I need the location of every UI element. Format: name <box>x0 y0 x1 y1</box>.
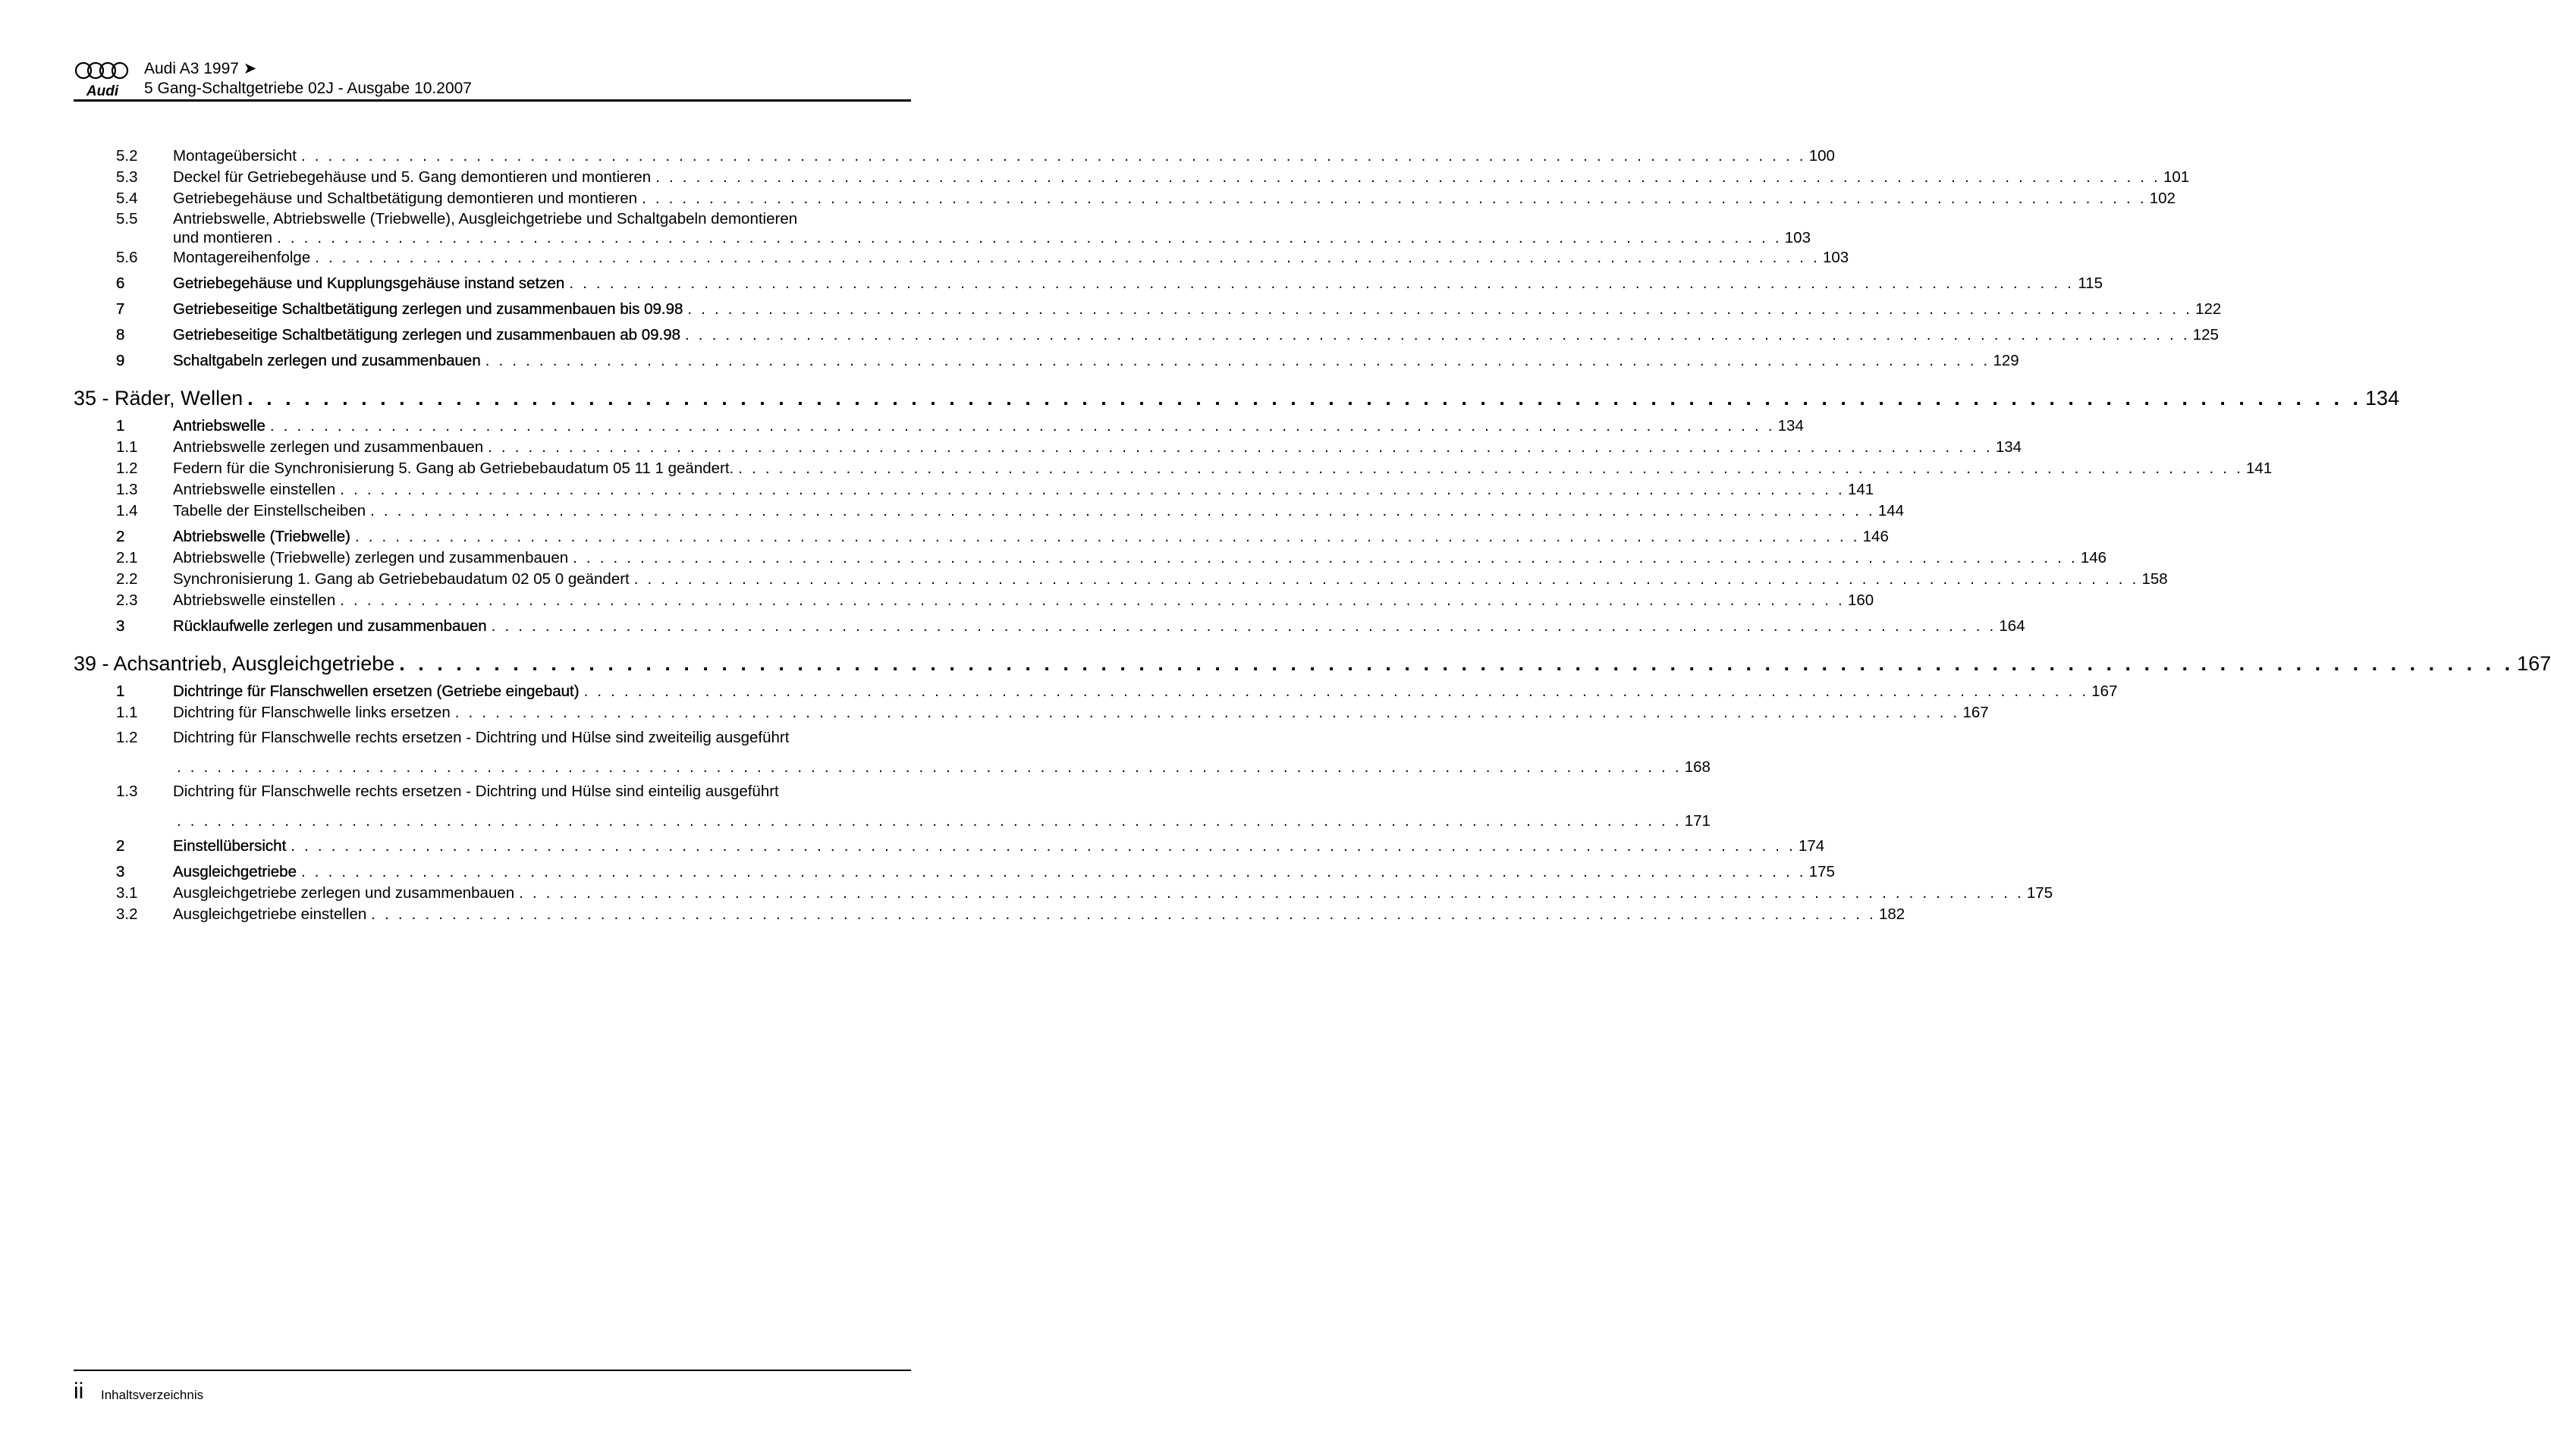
toc-leader-dots: . . . . . . . . . . . . . . . . . . . . . . . . . . . . . . . . . . . . . . . . . . . . . . . . . . . . . . . . . . . . . . . . . . . . . . . . . . . . . . . . . . . . . . . . . . . . . . . . . . . . . . . . . . . . . . . . <box>300 863 1806 880</box>
toc-page-number: 141 <box>2245 460 2273 477</box>
toc-entry-title: Getriebegehäuse und Kupplungsgehäuse instand setzen <box>173 275 565 292</box>
toc-entry-title: Einstellübersicht <box>173 837 287 855</box>
toc-entry-title: Abtriebswelle (Triebwelle) <box>173 528 350 545</box>
toc-leader-dots: . . . . . . . . . . . . . . . . . . . . . . . . . . . . . . . . . . . . . . . . . . . . . . . . . . . . . . . . . . . . . . . . . . . . . . . . . . . . . . . . . . . . . . . . . . . . . . . . . . . . . . . . . . . . . . . . <box>491 617 1997 635</box>
toc-section-entry[interactable] <box>74 836 1825 857</box>
toc-entry-title: Deckel für Getriebegehäuse und 5. Gang demontieren und montieren <box>173 168 652 186</box>
toc-section-entry[interactable] <box>74 416 1804 437</box>
toc-entry-title: Antriebswelle einstellen <box>173 481 336 498</box>
toc-entry-title: Ausgleichgetriebe einstellen <box>173 905 367 923</box>
toc-page-number: 158 <box>2141 570 2168 588</box>
toc-leader-dots: . . . . . . . . . . . . . . . . . . . . . . . . . . . . . . . . . . . . . . . . . . . . . . . . . . . . . . . . . . . . . . . . . . . . . . . . . . . . . . . . . . . . . . . . . . . . . . . . . . . . . . . . . . . . . . . . <box>315 249 1820 266</box>
toc-entry-title: Getriebegehäuse und Schaltbetätigung demontieren und montieren <box>173 190 638 207</box>
toc-page-number: 141 <box>1847 481 1874 498</box>
toc-leader-dots: . . . . . . . . . . . . . . . . . . . . . . . . . . . . . . . . . . . . . . . . . . . . . . . . . . . . . . . . . . . . . . . . . . . . . . . . . . . . . . . . . . . . . . . . . . . . . . . . . . . . . . . . . . . . . . . . <box>685 326 2190 344</box>
toc-leader-dots: . . . . . . . . . . . . . . . . . . . . . . . . . . . . . . . . . . . . . . . . . . . . . . . . . . . . . . . . . . . . . . . . . . . . . . . . . . . . . . . . . . . . . . . . . . . . . . . . . . . . . . . . . . . . . . . . <box>454 704 1960 721</box>
toc-leader-dots: . . . . . . . . . . . . . . . . . . . . . . . . . . . . . . . . . . . . . . . . . . . . . . . . . . . . . . . . . . . . . . . . . . . . . . . . . . . . . . . . . . . . . . . . . . . . . . . . . . . . . . . . . . . . . . . . <box>177 758 1682 776</box>
toc-section-entry[interactable] <box>74 616 2025 637</box>
toc-page-number: 103 <box>1822 249 1849 266</box>
toc-section-entry[interactable] <box>74 681 2118 702</box>
toc-leader-dots: . . . . . . . . . . . . . . . . . . . . . . . . . . . . . . . . . . . . . . . . . . . . . . . . . . . . . . . . . . . . . . . . . . . . . . . . . . . . . . . . . . . . . . . . . . . . . . . . . . . . . . . . . . . . . . . . <box>370 502 1875 519</box>
page-header <box>74 59 911 102</box>
footer-divider <box>74 1370 911 1371</box>
toc-entry-title: Dichtring für Flanschwelle rechts ersetzen - Dichtring und Hülse sind zweiteilig ausgeführt <box>173 729 790 746</box>
toc-section-entry[interactable] <box>74 350 2019 372</box>
toc-section-entry[interactable] <box>74 273 2103 294</box>
toc-entry-title: Montagereihenfolge <box>173 249 311 266</box>
toc-chapter-entry[interactable] <box>74 651 2551 676</box>
toc-entry-number: 2.3 <box>116 592 138 609</box>
toc-page-number: 160 <box>1847 592 1874 609</box>
toc-entry-number: 3.2 <box>116 905 138 923</box>
toc-entry-number: 6 <box>116 275 125 292</box>
toc-entry-title-continued: und montieren <box>173 229 273 246</box>
toc-page-number: 174 <box>1798 837 1825 855</box>
toc-entry-title: Tabelle der Einstellscheiben <box>173 502 366 519</box>
toc-page-number: 168 <box>1684 758 1711 776</box>
toc-subsection-entry[interactable] <box>74 458 2273 479</box>
toc-leader-dots: . . . . . . . . . . . . . . . . . . . . . . . . . . . . . . . . . . . . . . . . . . . . . . . . . . . . . . . . . . . . . . . . . . . . . . . . . . . . . . . . . . . . . . . . . . . . . . . . . . . . . . . . . . . . . . . . <box>519 884 2024 902</box>
toc-subsection-entry[interactable] <box>74 782 1711 831</box>
toc-subsection-entry[interactable] <box>74 904 1905 925</box>
toc-subsection-entry[interactable] <box>74 702 1989 723</box>
toc-leader-dots: . . . . . . . . . . . . . . . . . . . . . . . . . . . . . . . . . . . . . . . . . . . . . . . . . . . . . . . . . . . . . . . . . . . . . . . . . . . . . . . . . . . . . . . . . . . . . . . . . . . . . . . . . . . . . . . . <box>300 147 1806 165</box>
toc-subsection-entry[interactable] <box>74 479 1874 500</box>
toc-page-number: 182 <box>1879 905 1905 923</box>
logo-wordmark: Audi <box>86 83 119 99</box>
toc-entry-number: 1.2 <box>116 460 138 477</box>
toc-leader-dots: . . . . . . . . . . . . . . . . . . . . . . . . . . . . . . . . . . . . . . . . . . . . . . . . . . . . . . . . . . . . . . . . . . . . . . . . . . . . . . . . . . . . . . . . . . . . . . . . . . . . . . . . . . . . . . . . <box>738 460 2243 477</box>
toc-subsection-entry[interactable] <box>74 728 1711 777</box>
toc-page-number: 175 <box>2026 884 2053 902</box>
toc-entry-number: 5.6 <box>116 249 138 266</box>
toc-subsection-entry[interactable] <box>74 590 1874 611</box>
toc-entry-number: 2.1 <box>116 549 138 566</box>
toc-page-number: 134 <box>1777 417 1804 435</box>
toc-subsection-entry[interactable] <box>74 167 2190 188</box>
toc-entry-title: Abtriebswelle einstellen <box>173 592 336 609</box>
toc-entry-number: 2 <box>116 528 125 545</box>
audi-logo <box>74 59 134 102</box>
toc-entry-title: Ausgleichgetriebe zerlegen und zusammenbauen <box>173 884 515 902</box>
toc-subsection-entry[interactable] <box>74 548 2107 569</box>
toc-entry-number: 5.4 <box>116 190 138 207</box>
toc-subsection-entry[interactable] <box>74 569 2168 590</box>
toc-leader-dots: . . . . . . . . . . . . . . . . . . . . . . . . . . . . . . . . . . . . . . . . . . . . . . . . . . . . . . . . . . . . . . . . . . . . . . . . . . . . . . . . . . . . . . . . . . . . . . . . . . . . . . . . . . . . . . . . <box>488 438 1993 456</box>
toc-entry-title: Antriebswelle <box>173 417 265 435</box>
page-number: ii <box>74 1379 84 1404</box>
toc-section-entry[interactable] <box>74 861 1835 883</box>
toc-entry-number: 1.4 <box>116 502 138 519</box>
toc-entry-title: Antriebswelle, Abtriebswelle (Triebwelle), Ausgleichgetriebe und Schaltgabeln demontieren <box>173 210 798 228</box>
toc-leader-dots: . . . . . . . . . . . . . . . . . . . . . . . . . . . . . . . . . . . . . . . . . . . . . . . . . . . . . . . . . . . . . . . . . . . . . . . . . . . . . . . . . . . . . . . . . . . . . . . . . . . . . . . . . . . . . . . . <box>687 300 2193 318</box>
toc-entry-number: 9 <box>116 352 125 369</box>
toc-leader-dots: . . . . . . . . . . . . . . . . . . . . . . . . . . . . . . . . . . . . . . . . . . . . . . . . . . . . . . . . . . . . . . . . . . . . . . . . . . . . . . . . . . . . . . . . . . . . . . . . . . . . . . . . . . . . . . . . <box>583 682 2089 700</box>
toc-subsection-entry[interactable] <box>74 146 1835 167</box>
toc-page-number: 134 <box>1995 438 2022 456</box>
toc-entry-title: Abtriebswelle (Triebwelle) zerlegen und zusammenbauen <box>173 549 569 566</box>
toc-page-number: 167 <box>2517 652 2551 675</box>
footer-label: Inhaltsverzeichnis <box>101 1388 204 1402</box>
toc-entry-number: 1 <box>116 417 125 435</box>
toc-entry-number: 8 <box>116 326 125 344</box>
toc-subsection-entry[interactable] <box>74 500 1905 522</box>
toc-subsection-entry[interactable] <box>74 209 1811 247</box>
toc-entry-number: 1.1 <box>116 438 138 456</box>
toc-section-entry[interactable] <box>74 526 1889 548</box>
toc-page-number: 115 <box>2078 275 2103 292</box>
toc-entry-number: 2 <box>116 837 125 855</box>
toc-entry-number: 3.1 <box>116 884 138 902</box>
toc-subsection-entry[interactable] <box>74 437 2022 458</box>
toc-page-number: 146 <box>1862 528 1889 545</box>
toc-page-number: 134 <box>2364 387 2400 410</box>
toc-subsection-entry[interactable] <box>74 883 2053 904</box>
toc-entry-number: 5.5 <box>116 210 138 228</box>
toc-entry-number: 7 <box>116 300 125 318</box>
toc-section-entry[interactable] <box>74 299 2222 320</box>
toc-entry-title: Getriebeseitige Schaltbetätigung zerlegen und zusammenbauen bis 09.98 <box>173 300 683 318</box>
toc-leader-dots: . . . . . . . . . . . . . . . . . . . . . . . . . . . . . . . . . . . . . . . . . . . . . . . . . . . . . . . . . . . . . . . . . . . . . . . . . . . . . . . . . . . . . . . . . . . . . . . . . . . . . . . . . . . . . . . . <box>485 352 1990 369</box>
toc-entry-title: Dichtringe für Flanschwellen ersetzen (Getriebe eingebaut) <box>173 682 580 700</box>
toc-page-number: 167 <box>1962 704 1989 721</box>
toc-leader-dots: . . . . . . . . . . . . . . . . . . . . . . . . . . . . . . . . . . . . . . . . . . . . . . . . . . . . . . . . . . . . . . . . . . . . . . . . . . . . . . . . . . . . . . . . . . . . . . . . . . . . . . . . . . . . . . . . <box>269 417 1775 435</box>
toc-leader-dots: . . . . . . . . . . . . . . . . . . . . . . . . . . . . . . . . . . . . . . . . . . . . . . . . . . . . . . . . . . . . . . . . . . . . . . . . . . . . . . . . . . . . . . . . . . . . . . . . . . . . . . . . . . . . . . . . <box>340 481 1845 498</box>
toc-entry-number: 1.3 <box>116 481 138 498</box>
toc-leader-dots: . . . . . . . . . . . . . . . . . . . . . . . . . . . . . . . . . . . . . . . . . . . . . . . . . . . . . . . . . . . . . . . . . . . . . . . . . . . . . . . . . . . . . . . . . . . . . . . . . . . . . . . . . . . . . . . . <box>340 592 1845 609</box>
toc-page-number: 102 <box>2149 190 2176 207</box>
document-title: Audi A3 1997 ➤ <box>144 60 257 77</box>
toc-entry-title: Dichtring für Flanschwelle rechts ersetzen - Dichtring und Hülse sind einteilig ausgeführt <box>173 783 779 800</box>
toc-entry-number: 2.2 <box>116 570 138 588</box>
toc-chapter-title: 35 - Räder, Wellen <box>74 387 243 410</box>
toc-entry-title: Antriebswelle zerlegen und zusammenbauen <box>173 438 484 456</box>
toc-subsection-entry[interactable] <box>74 188 2176 209</box>
toc-entry-number: 3 <box>116 617 125 635</box>
document-subtitle: 5 Gang-Schaltgetriebe 02J - Ausgabe 10.2007 <box>144 80 472 97</box>
toc-section-entry[interactable] <box>74 325 2219 346</box>
toc-page-number: 129 <box>1993 352 2019 369</box>
toc-leader-dots: . . . . . . . . . . . . . . . . . . . . . . . . . . . . . . . . . . . . . . . . . . . . . . . . . . . . . . . . . . . . . . . . . . . . . . . . . . . . . . . . . . . . . . . . . . . . . . . . . . . . . . . . . . . . . . . . <box>177 812 1682 830</box>
toc-page-number: 175 <box>1808 863 1835 880</box>
toc-leader-dots: . . . . . . . . . . . . . . . . . . . . . . . . . . . . . . . . . . . . . . . . . . . . . . . . . . . . . . . . . . . . . . . . . . . . . . . . . . . . . . . . . . . . . . . . . . . . . . . . . . . . . . . . . . . . . . . . <box>371 905 1876 923</box>
toc-entry-title: Montageübersicht <box>173 147 297 165</box>
toc-entry-title: Getriebeseitige Schaltbetätigung zerlegen und zusammenbauen ab 09.98 <box>173 326 680 344</box>
toc-entry-number: 1.1 <box>116 704 138 721</box>
toc-page-number: 167 <box>2091 682 2118 700</box>
toc-leader-dots: . . . . . . . . . . . . . . . . . . . . . . . . . . . . . . . . . . . . . . . . . . . . . . . . . . . . . . . . . . . . . . . . . . . . . . . . . . . . . . . . . . . . . . . . . . . . . . . . . . . . . . . . . . . . . . . . <box>354 528 1860 545</box>
toc-entry-title: Dichtring für Flanschwelle links ersetzen <box>173 704 451 721</box>
toc-chapter-entry[interactable] <box>74 385 2400 411</box>
toc-entry-number: 1.3 <box>116 783 138 800</box>
toc-page-number: 144 <box>1877 502 1905 519</box>
toc-page-number: 103 <box>1784 229 1811 246</box>
toc-page-number: 125 <box>2192 326 2219 344</box>
toc-page-number: 122 <box>2195 300 2222 318</box>
table-of-contents <box>74 146 2551 925</box>
toc-page-number: 146 <box>2080 549 2107 566</box>
toc-entry-number: 5.2 <box>116 147 138 165</box>
toc-leader-dots: . . . . . . . . . . . . . . . . . . . . . . . . . . . . . . . . . . . . . . . . . . . . . . . . . . . . . . . . . . . . . . . . . . . . . . . . . . . . . . . . . . . . . . . . . . . . . . . . . . . . . . . . . . . . . . . . <box>247 387 2362 410</box>
toc-entry-title: Ausgleichgetriebe <box>173 863 297 880</box>
toc-subsection-entry[interactable] <box>74 247 1849 268</box>
toc-entry-title: Rücklaufwelle zerlegen und zusammenbauen <box>173 617 487 635</box>
toc-leader-dots: . . . . . . . . . . . . . . . . . . . . . . . . . . . . . . . . . . . . . . . . . . . . . . . . . . . . . . . . . . . . . . . . . . . . . . . . . . . . . . . . . . . . . . . . . . . . . . . . . . . . . . . . . . . . . . . . <box>399 652 2515 675</box>
toc-leader-dots: . . . . . . . . . . . . . . . . . . . . . . . . . . . . . . . . . . . . . . . . . . . . . . . . . . . . . . . . . . . . . . . . . . . . . . . . . . . . . . . . . . . . . . . . . . . . . . . . . . . . . . . . . . . . . . . . <box>291 837 1795 855</box>
toc-entry-number: 1 <box>116 682 125 700</box>
toc-leader-dots: . . . . . . . . . . . . . . . . . . . . . . . . . . . . . . . . . . . . . . . . . . . . . . . . . . . . . . . . . . . . . . . . . . . . . . . . . . . . . . . . . . . . . . . . . . . . . . . . . . . . . . . . . . . . . . . . <box>633 570 2139 588</box>
page-footer <box>74 1370 911 1404</box>
toc-page-number: 164 <box>1999 617 2025 635</box>
toc-entry-number: 1.2 <box>116 729 138 746</box>
toc-page-number: 100 <box>1808 147 1835 165</box>
toc-page-number: 101 <box>2163 168 2190 186</box>
toc-entry-title: Schaltgabeln zerlegen und zusammenbauen <box>173 352 481 369</box>
toc-entry-title: Federn für die Synchronisierung 5. Gang ab Getriebebaudatum 05 11 1 geändert. <box>173 460 734 477</box>
toc-page-number: 171 <box>1684 812 1711 830</box>
toc-leader-dots: . . . . . . . . . . . . . . . . . . . . . . . . . . . . . . . . . . . . . . . . . . . . . . . . . . . . . . . . . . . . . . . . . . . . . . . . . . . . . . . . . . . . . . . . . . . . . . . . . . . . . . . . . . . . . . . . <box>642 190 2147 207</box>
toc-chapter-title: 39 - Achsantrieb, Ausgleichgetriebe <box>74 652 395 675</box>
toc-entry-number: 5.3 <box>116 168 138 186</box>
toc-leader-dots: . . . . . . . . . . . . . . . . . . . . . . . . . . . . . . . . . . . . . . . . . . . . . . . . . . . . . . . . . . . . . . . . . . . . . . . . . . . . . . . . . . . . . . . . . . . . . . . . . . . . . . . . . . . . . . . . <box>655 168 2160 186</box>
header-divider <box>74 99 911 102</box>
toc-leader-dots: . . . . . . . . . . . . . . . . . . . . . . . . . . . . . . . . . . . . . . . . . . . . . . . . . . . . . . . . . . . . . . . . . . . . . . . . . . . . . . . . . . . . . . . . . . . . . . . . . . . . . . . . . . . . . . . . <box>277 229 1782 246</box>
toc-leader-dots: . . . . . . . . . . . . . . . . . . . . . . . . . . . . . . . . . . . . . . . . . . . . . . . . . . . . . . . . . . . . . . . . . . . . . . . . . . . . . . . . . . . . . . . . . . . . . . . . . . . . . . . . . . . . . . . . <box>573 549 2078 566</box>
toc-leader-dots: . . . . . . . . . . . . . . . . . . . . . . . . . . . . . . . . . . . . . . . . . . . . . . . . . . . . . . . . . . . . . . . . . . . . . . . . . . . . . . . . . . . . . . . . . . . . . . . . . . . . . . . . . . . . . . . . <box>569 275 2075 292</box>
toc-entry-number: 3 <box>116 863 125 880</box>
toc-entry-title: Synchronisierung 1. Gang ab Getriebebaudatum 02 05 0 geändert <box>173 570 630 588</box>
